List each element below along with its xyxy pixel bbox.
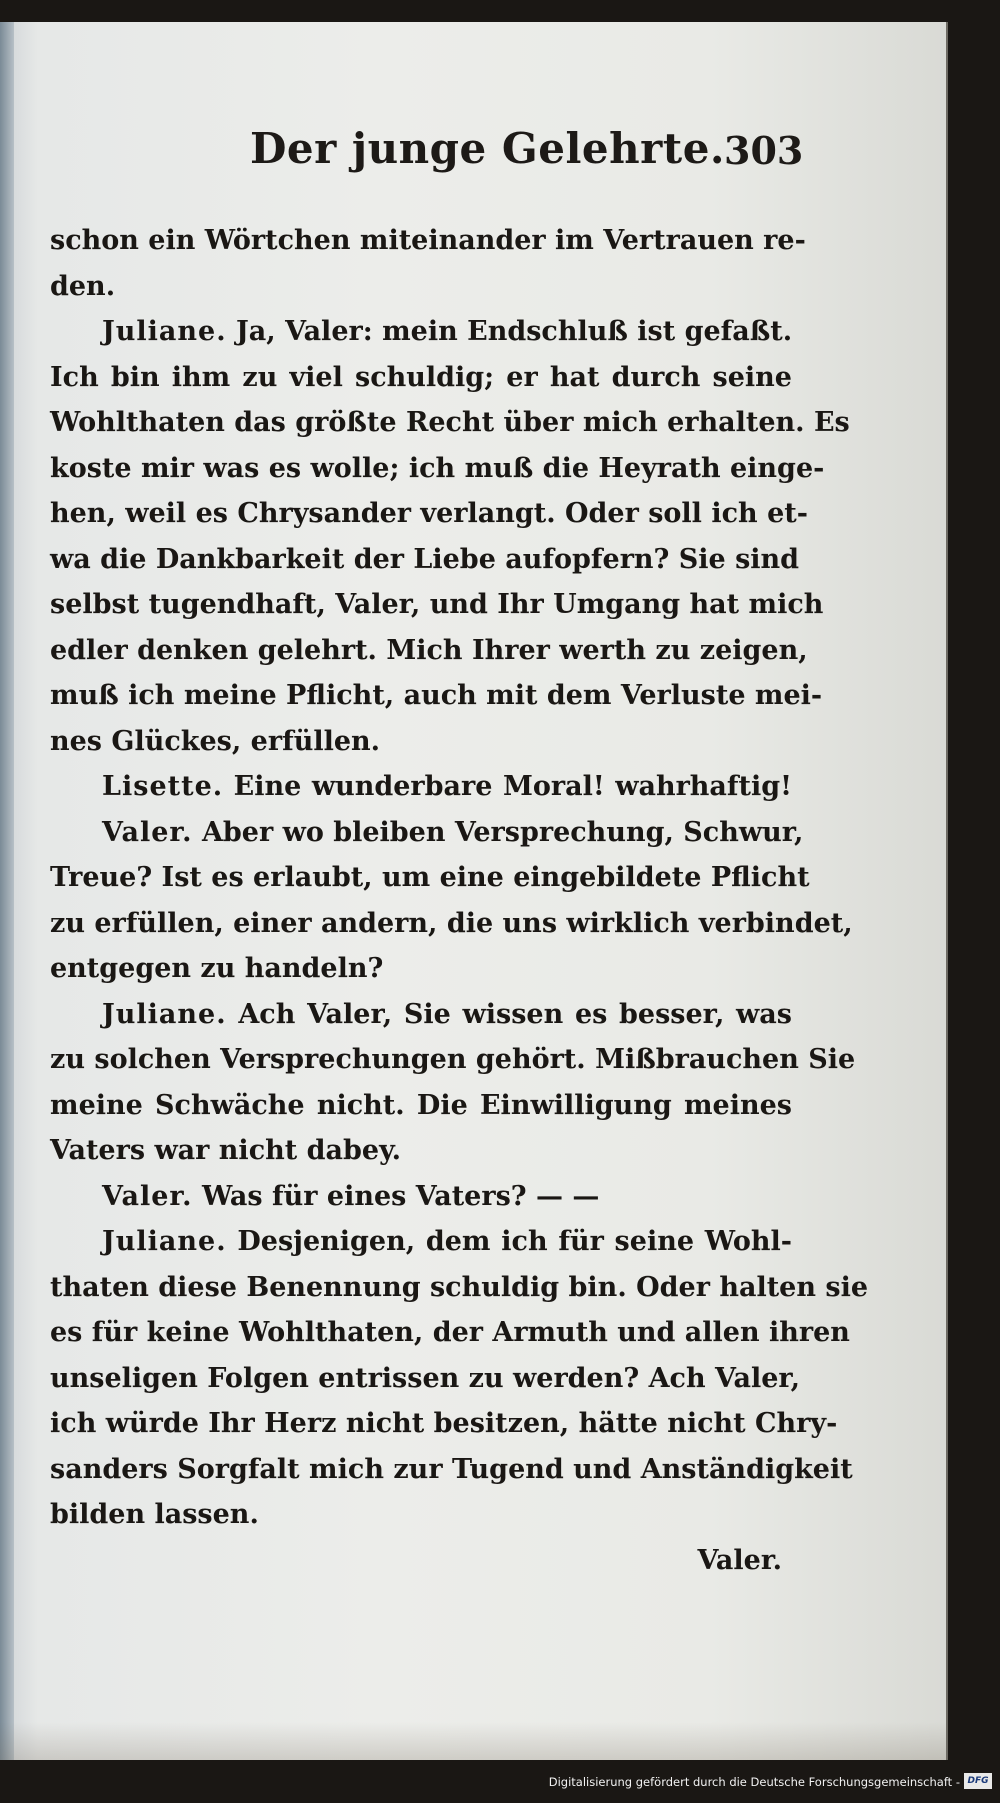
- dfg-logo: DFG: [964, 1773, 992, 1789]
- text-line: [50, 855, 810, 901]
- line-text: Eine wunderbare Moral! wahrhaftig!: [223, 771, 792, 802]
- line-text: ich würde Ihr Herz nicht besitzen, hätte nicht Chry-: [50, 1408, 838, 1439]
- line-text: Vaters war nicht dabey.: [50, 1135, 402, 1166]
- page-spine-shadow: [0, 22, 14, 1760]
- text-line: [50, 309, 792, 355]
- line-text: entgegen zu handeln?: [50, 953, 384, 984]
- page-header: [0, 124, 948, 194]
- text-line: [50, 1492, 792, 1538]
- line-text: Ich bin ihm zu viel schuldig; er hat durch seine: [50, 361, 792, 393]
- text-line: [50, 946, 792, 992]
- text-line: [50, 355, 792, 401]
- speaker-name: Juliane.: [102, 316, 227, 347]
- running-title: Der junge Gelehrte.: [250, 124, 726, 173]
- line-text: wa die Dankbarkeit der Liebe aufopfern? Sie sind: [50, 543, 800, 575]
- line-text: den.: [50, 270, 116, 302]
- text-line: [50, 491, 808, 537]
- line-text: es für keine Wohlthaten, der Armuth und allen ihren: [50, 1317, 850, 1348]
- text-line: [50, 992, 792, 1038]
- digitization-footer: [0, 1769, 1000, 1795]
- speaker-name: Lisette.: [102, 771, 224, 802]
- text-line: [50, 446, 825, 492]
- page-number: 303: [724, 128, 804, 173]
- line-text: edler denken gelehrt. Mich Ihrer werth zu zeigen,: [50, 634, 808, 666]
- speaker-name: Juliane.: [102, 998, 227, 1030]
- line-text: unseligen Folgen entrissen zu werden? Ach Valer,: [50, 1362, 801, 1394]
- speaker-name: Valer.: [102, 816, 193, 848]
- text-line: [50, 537, 800, 583]
- line-text: Ja, Valer: mein Endschluß ist gefaßt.: [226, 316, 793, 347]
- line-text: schon ein Wörtchen miteinander im Vertrauen re-: [50, 225, 806, 256]
- text-line: [50, 1037, 856, 1083]
- text-line: [50, 1356, 801, 1402]
- line-text: Ach Valer, Sie wissen es besser, was: [226, 998, 792, 1030]
- line-text: hen, weil es Chrysander verlangt. Oder soll ich et-: [50, 498, 808, 529]
- text-line: [50, 1447, 853, 1493]
- text-line: [50, 764, 792, 810]
- line-text: Was für eines Vaters? — —: [192, 1180, 600, 1212]
- text-line: [50, 1219, 792, 1265]
- text-line: [50, 901, 853, 947]
- line-text: Wohlthaten das größte Recht über mich erhalten. Es: [50, 407, 850, 438]
- line-text: bilden lassen.: [50, 1499, 259, 1530]
- line-text: muß ich meine Pflicht, auch mit dem Verluste mei-: [50, 680, 823, 711]
- text-line: [50, 1174, 792, 1220]
- text-line: [50, 1310, 850, 1356]
- speaker-name: Valer.: [102, 1180, 193, 1212]
- text-line: [50, 218, 806, 264]
- line-text: koste mir was es wolle; ich muß die Heyrath einge-: [50, 452, 825, 484]
- body-text: [50, 218, 869, 1583]
- text-line: [50, 1128, 792, 1174]
- line-text: sanders Sorgfalt mich zur Tugend und Anständigkeit: [50, 1453, 853, 1485]
- line-text: meine Schwäche nicht. Die Einwilligung meines: [50, 1089, 792, 1121]
- line-text: zu erfüllen, einer andern, die uns wirklich verbindet,: [50, 907, 853, 939]
- book-page: [0, 22, 948, 1760]
- funding-credit: Digitalisierung gefördert durch die Deutsche Forschungsgemeinschaft -: [548, 1775, 960, 1789]
- speaker-name: Juliane.: [102, 1226, 227, 1257]
- catchword: Valer.: [697, 1544, 782, 1576]
- line-text: Desjenigen, dem ich für seine Wohl-: [226, 1226, 792, 1257]
- line-text: Aber wo bleiben Versprechung, Schwur,: [192, 816, 804, 848]
- line-text: thaten diese Benennung schuldig bin. Oder halten sie: [50, 1271, 869, 1303]
- text-line: [50, 582, 824, 628]
- line-text: Treue? Ist es erlaubt, um eine eingebildete Pflicht: [50, 862, 810, 893]
- text-line: [50, 719, 792, 765]
- text-line: [50, 400, 850, 446]
- text-line: [50, 673, 823, 719]
- text-line: [50, 264, 792, 310]
- line-text: zu solchen Versprechungen gehört. Mißbrauchen Sie: [50, 1044, 856, 1075]
- line-text: nes Glückes, erfüllen.: [50, 725, 381, 757]
- line-text: selbst tugendhaft, Valer, und Ihr Umgang hat mich: [50, 589, 824, 620]
- text-line: [50, 810, 804, 856]
- text-line: [50, 1401, 838, 1447]
- text-line: [50, 628, 808, 674]
- text-line: [50, 1083, 792, 1129]
- text-line: [50, 1265, 869, 1311]
